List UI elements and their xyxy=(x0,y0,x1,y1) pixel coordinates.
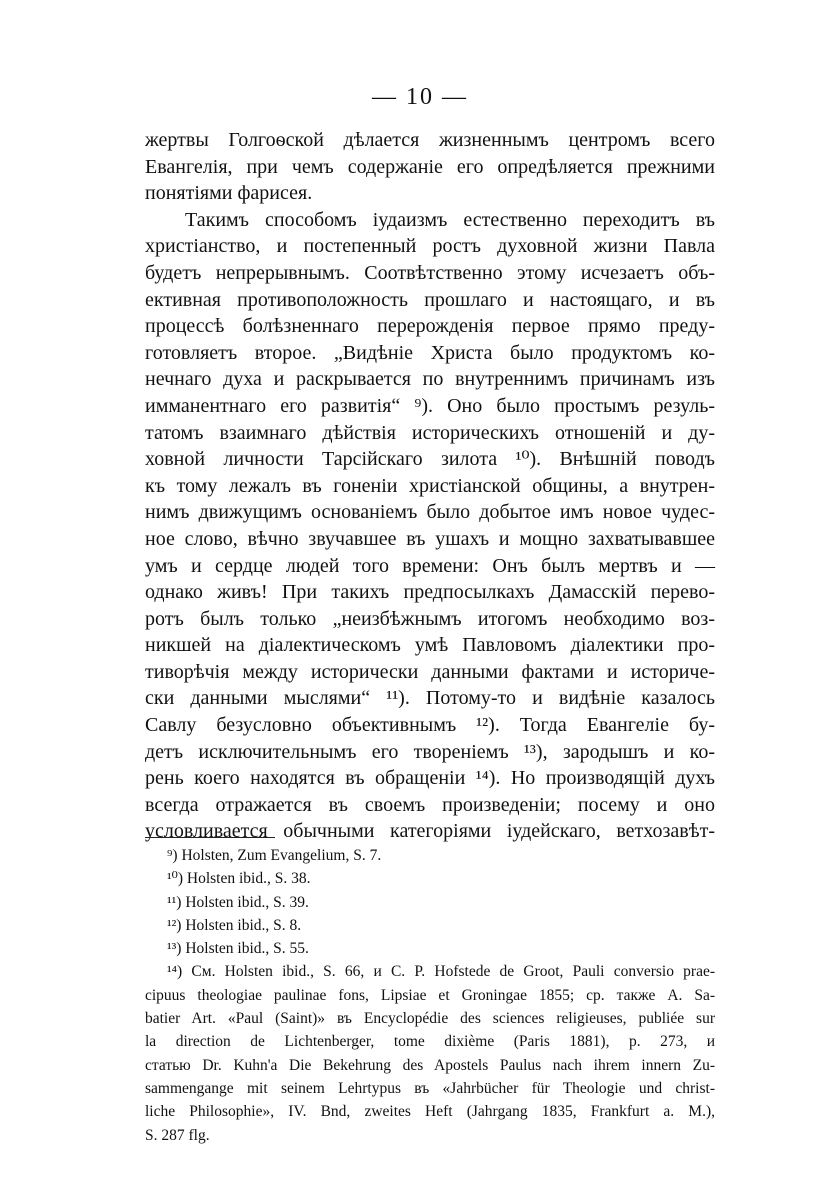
footnote-line: sammengange mit seinem Lehrtypus въ «Jahrbücher für Theologie und christ- xyxy=(145,1079,715,1097)
text-line: христіанство, и постепенный ростъ духовной жизни Павла xyxy=(145,235,715,258)
text-line: къ тому лежалъ въ гоненіи христіанской общины, а внутрен- xyxy=(145,474,715,497)
text-line: условливается обычными категоріями іудейскаго, ветхозавѣт- xyxy=(145,820,715,843)
footnote-line: ⁹) Holsten, Zum Evangelium, S. 7. xyxy=(167,847,382,864)
footnote-line: ¹⁰) Holsten ibid., S. 38. xyxy=(167,870,311,888)
footnote-line: cipuus theologiae paulinae fons, Lipsiae et Groningae 1855; ср. также A. Sa- xyxy=(145,986,715,1004)
footnote-line: ¹²) Holsten ibid., S. 8. xyxy=(167,916,302,934)
footnote-line: ¹⁴) См. Holsten ibid., S. 66, и C. P. Hofstede de Groot, Pauli conversio prae- xyxy=(167,963,715,981)
text-line: татомъ взаимнаго дѣйствія историческихъ отношеній и ду- xyxy=(145,421,715,444)
text-line: никшей на діалектическомъ умѣ Павловомъ діалектики про- xyxy=(145,634,715,657)
footnote-line: S. 287 flg. xyxy=(145,1126,210,1144)
footnote-divider xyxy=(145,837,275,838)
text-line: нечнаго духа и раскрывается по внутреннимъ причинамъ изъ xyxy=(145,368,715,391)
text-line: Евангелія, при чемъ содержаніе его опредѣляется прежними xyxy=(145,155,715,178)
text-line: нимъ движущимъ основаніемъ было добытое имъ новое чудес- xyxy=(145,501,715,524)
text-line: ховной личности Тарсійскаго зилота ¹⁰). Внѣшній поводъ xyxy=(145,448,715,471)
footnote-line: liche Philosophie», IV. Bnd, zweites Heft (Jahrgang 1835, Frankfurt a. M.), xyxy=(145,1103,715,1121)
text-line: готовляетъ второе. „Видѣніе Христа было продуктомъ ко- xyxy=(145,341,715,364)
text-line: Савлу безусловно объективнымъ ¹²). Тогда Евангеліе бу- xyxy=(145,714,715,737)
text-line: ски данными мыслями“ ¹¹). Потому-то и видѣніе казалось xyxy=(145,687,715,710)
text-line: Такимъ способомъ іудаизмъ естественно переходитъ въ xyxy=(185,208,715,231)
text-line: процессѣ болѣзненнаго перерожденія первое прямо преду- xyxy=(145,315,715,338)
text-line: будетъ непрерывнымъ. Соотвѣтственно этому исчезаетъ объ- xyxy=(145,261,715,284)
text-line: рень коего находятся въ обращеніи ¹⁴). Но производящій духъ xyxy=(145,767,715,790)
footnote-line: ¹³) Holsten ibid., S. 55. xyxy=(167,940,309,958)
text-line: жертвы Голгоѳской дѣлается жизненнымъ центромъ всего xyxy=(145,129,715,151)
footnote-line: ¹¹) Holsten ibid., S. 39. xyxy=(167,893,309,911)
text-line: тиворѣчія между исторически данными фактами и историче- xyxy=(145,660,715,683)
text-line: ное слово, вѣчно звучавшее въ ушахъ и мощно захватывавшее xyxy=(145,527,715,550)
text-line: умъ и сердце людей того времени: Онъ былъ мертвъ и — xyxy=(145,554,715,577)
footnote-line: la direction de Lichtenberger, tome dixième (Paris 1881), p. 273, и xyxy=(145,1033,715,1051)
text-line: имманентнаго его развитія“ ⁹). Оно было простымъ резуль- xyxy=(145,394,715,417)
text-line: однако живъ! При такихъ предпосылкахъ Дамасскій перево- xyxy=(145,581,715,604)
footnote-line: статью Dr. Kuhn'a Die Bekehrung des Apostels Paulus nach ihrem innern Zu- xyxy=(145,1056,715,1074)
text-line: понятіями фарисея. xyxy=(145,182,313,205)
text-line: ротъ былъ только „неизбѣжнымъ итогомъ необходимо воз- xyxy=(145,607,715,630)
text-line: ективная противоположность прошлаго и настоящаго, и въ xyxy=(145,288,715,311)
footnotes xyxy=(145,844,715,1147)
text-line: детъ исключительнымъ его твореніемъ ¹³), зародышъ и ко- xyxy=(145,740,715,763)
text-line: всегда отражается въ своемъ произведеніи; посему и оно xyxy=(145,793,715,816)
footnote-line: batier Art. «Paul (Saint)» въ Encyclopédie des sciences religieuses, publiée sur xyxy=(145,1010,715,1028)
main-text xyxy=(145,127,715,845)
page-number: — 10 — xyxy=(372,84,468,110)
